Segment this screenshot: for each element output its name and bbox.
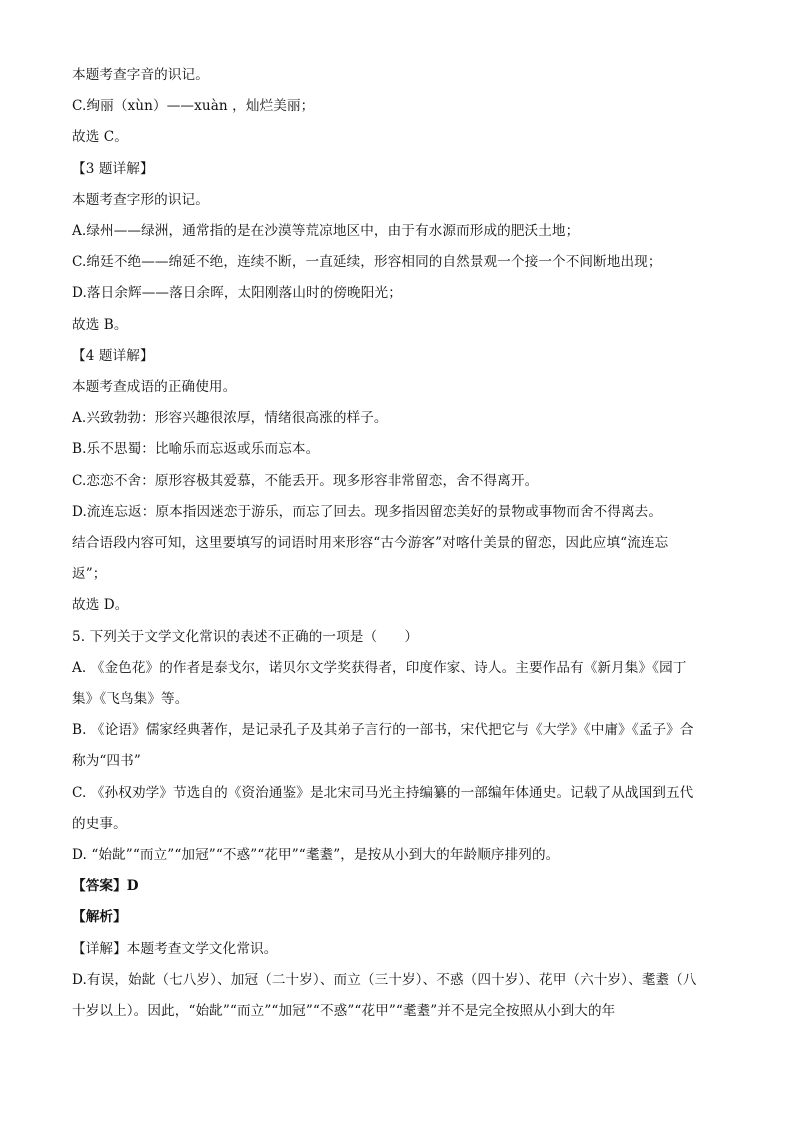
text-line-17: 返”； bbox=[72, 566, 107, 582]
text-line-30: D.有误，始龀（七八岁）、加冠（二十岁）、而立（三十岁）、不惑（四十岁）、花甲（六十岁）、耄耋（八 bbox=[72, 972, 697, 988]
text-line-8: D.落日余辉——落日余晖，太阳刚落山时的傍晚阳光； bbox=[72, 285, 402, 301]
text-line-15: D.流连忘返：原本指因迷恋于游乐，而忘了回去。现多指因留恋美好的景物或事物而舍不得离去。 bbox=[72, 504, 663, 520]
text-line-31: 十岁以上）。因此，“始龀”“而立”“加冠”“不惑”“花甲”“耄耋”并不是完全按照从小到大的年 bbox=[72, 1003, 616, 1019]
text-line-16: 结合语段内容可知，这里要填写的词语时用来形容“古今游客”对喀什美景的留恋，因此应填“流连忘 bbox=[72, 535, 669, 551]
text-line-13: B.乐不思蜀：比喻乐而忘返或乐而忘本。 bbox=[72, 441, 320, 457]
text-line-6: A.绿州——绿洲，通常指的是在沙漠等荒凉地区中，由于有水源而形成的肥沃土地； bbox=[72, 223, 580, 239]
option-c-line-1: C. 《孙权劝学》节选自的《资治通鉴》是北宋司马光主持编纂的一部编年体通史。记载了从战国到五代 bbox=[72, 785, 694, 801]
text-line-11: 本题考查成语的正确使用。 bbox=[72, 379, 237, 395]
option-b-line-1: B. 《论语》儒家经典著作，是记录孔子及其弟子言行的一部书，宋代把它与《大学》《中庸》《孟子》合 bbox=[72, 722, 694, 738]
option-d-line: D. “始龀”“而立”“加冠”“不惑”“花甲”“耄耋”，是按从小到大的年龄顺序排列的。 bbox=[72, 847, 560, 863]
answer-label: 【答案】D bbox=[72, 878, 139, 894]
section-heading-4: 【4 题详解】 bbox=[72, 348, 154, 364]
text-line-29: 【详解】本题考查文学文化常识。 bbox=[72, 941, 278, 957]
text-line-3: 故选 C。 bbox=[72, 129, 129, 145]
section-heading-3: 【3 题详解】 bbox=[72, 161, 154, 177]
text-line-9: 故选 B。 bbox=[72, 317, 128, 333]
option-b-line-2: 称为“四书” bbox=[72, 753, 141, 769]
text-line-7: C.绵廷不绝——绵延不绝，连续不断，一直延续，形容相同的自然景观一个接一个不间断地出现； bbox=[72, 254, 662, 270]
option-a-line-1: A. 《金色花》的作者是泰戈尔，诺贝尔文学奖获得者，印度作家、诗人。主要作品有《新月集》《园丁 bbox=[72, 660, 687, 676]
text-line-2: C.绚丽（xùn）——xuàn ，灿烂美丽； bbox=[72, 98, 315, 114]
text-line-1: 本题考查字音的识记。 bbox=[72, 67, 209, 83]
text-line-5: 本题考查字形的识记。 bbox=[72, 192, 209, 208]
option-a-line-2: 集》《飞鸟集》等。 bbox=[72, 691, 189, 707]
text-line-14: C.恋恋不舍：原形容极其爱慕，不能丢开。现多形容非常留恋，舍不得离开。 bbox=[72, 473, 539, 489]
option-c-line-2: 的史事。 bbox=[72, 816, 127, 832]
analysis-label: 【解析】 bbox=[72, 909, 127, 925]
text-line-18: 故选 D。 bbox=[72, 597, 129, 613]
question-5-stem: 5. 下列关于文学文化常识的表述不正确的一项是（ ） bbox=[72, 629, 419, 645]
text-line-12: A.兴致勃勃：形容兴趣很浓厚，情绪很高涨的样子。 bbox=[72, 410, 388, 426]
